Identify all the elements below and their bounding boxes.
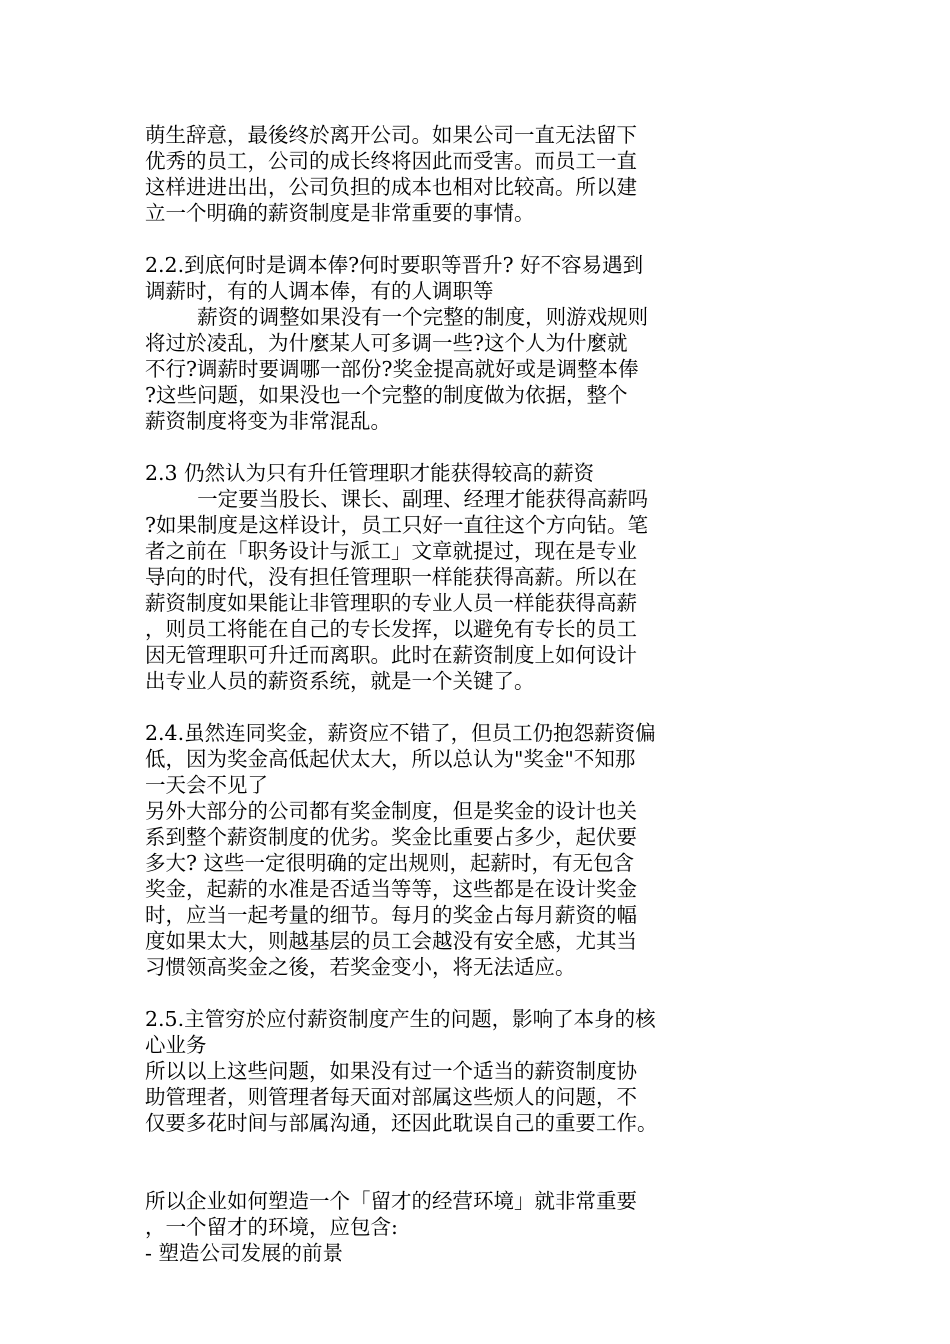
text-line: 系到整个薪资制度的优劣。奖金比重要占多少，起伏要 (145, 825, 637, 849)
text-line: 2.3 仍然认为只有升任管理职才能获得较高的薪资 (145, 461, 595, 485)
text-line: ，则员工将能在自己的专长发挥，以避免有专长的员工 (145, 617, 637, 641)
text-line: 所以以上这些问题，如果没有过一个适当的薪资制度协 (145, 1059, 637, 1083)
text-line: 薪资制度将变为非常混乱。 (145, 409, 391, 433)
text-line: 将过於凌乱，为什麼某人可多调一些?这个人为什麼就 (145, 331, 628, 355)
text-line: 多大? 这些一定很明确的定出规则，起薪时，有无包含 (145, 851, 635, 875)
text-line: 薪资制度如果能让非管理职的专业人员一样能获得高薪 (145, 591, 637, 615)
text-line: 这样进进出出，公司负担的成本也相对比较高。所以建 (145, 175, 637, 199)
text-line: 奖金，起薪的水准是否适当等等，这些都是在设计奖金 (145, 877, 637, 901)
document-body (145, 122, 705, 1266)
text-line: 时，应当一起考量的细节。每月的奖金占每月薪资的幅 (145, 903, 637, 927)
blank-line (145, 694, 705, 720)
text-line: 不行?调薪时要调哪一部份?奖金提高就好或是调整本俸 (145, 357, 639, 381)
text-line: 者之前在「职务设计与派工」文章就提过，现在是专业 (145, 539, 637, 563)
text-line: 2.5.主管穷於应付薪资制度产生的问题，影响了本身的核 (145, 1007, 656, 1031)
text-line: 另外大部分的公司都有奖金制度，但是奖金的设计也关 (145, 799, 637, 823)
text-line: 出专业人员的薪资系统，就是一个关键了。 (145, 669, 535, 693)
text-line: 心业务 (145, 1033, 207, 1057)
text-line: 调薪时，有的人调本俸，有的人调职等 (145, 279, 494, 303)
text-line: 萌生辞意，最後终於离开公司。如果公司一直无法留下 (145, 123, 637, 147)
text-line: - 塑造公司发展的前景 (145, 1241, 343, 1265)
blank-line (145, 226, 705, 252)
text-line: 2.2.到底何时是调本俸?何时要职等晋升? 好不容易遇到 (145, 253, 644, 277)
blank-line (145, 1136, 705, 1162)
text-line: 仅要多花时间与部属沟通，还因此耽误自己的重要工作。 (145, 1111, 658, 1135)
text-line: 一定要当股长、课长、副理、经理才能获得高薪吗 (145, 487, 649, 511)
text-line: ?如果制度是这样设计，员工只好一直往这个方向钻。笔 (145, 513, 648, 537)
text-line: 立一个明确的薪资制度是非常重要的事情。 (145, 201, 535, 225)
text-line: 优秀的员工，公司的成长终将因此而受害。而员工一直 (145, 149, 637, 173)
blank-line (145, 1162, 705, 1188)
text-line: 2.4.虽然连同奖金，薪资应不错了，但员工仍抱怨薪资偏 (145, 721, 656, 745)
blank-line (145, 434, 705, 460)
text-line: 因无管理职可升迁而离职。此时在薪资制度上如何设计 (145, 643, 637, 667)
text-line: 所以企业如何塑造一个「留才的经营环境」就非常重要 (145, 1189, 637, 1213)
text-line: 导向的时代，没有担任管理职一样能获得高薪。所以在 (145, 565, 637, 589)
text-line: 助管理者，则管理者每天面对部属这些烦人的问题，不 (145, 1085, 637, 1109)
text-line: ，一个留才的环境，应包含: (145, 1215, 398, 1239)
text-line: 度如果太大，则越基层的员工会越没有安全感，尤其当 (145, 929, 637, 953)
text-line: 薪资的调整如果没有一个完整的制度，则游戏规则 (145, 305, 649, 329)
text-line: 一天会不见了 (145, 773, 268, 797)
blank-line (145, 980, 705, 1006)
text-line: 习惯领高奖金之後，若奖金变小，将无法适应。 (145, 955, 576, 979)
text-line: 低，因为奖金高低起伏太大，所以总认为"奖金"不知那 (145, 747, 636, 771)
text-line: ?这些问题，如果没也一个完整的制度做为依据，整个 (145, 383, 628, 407)
